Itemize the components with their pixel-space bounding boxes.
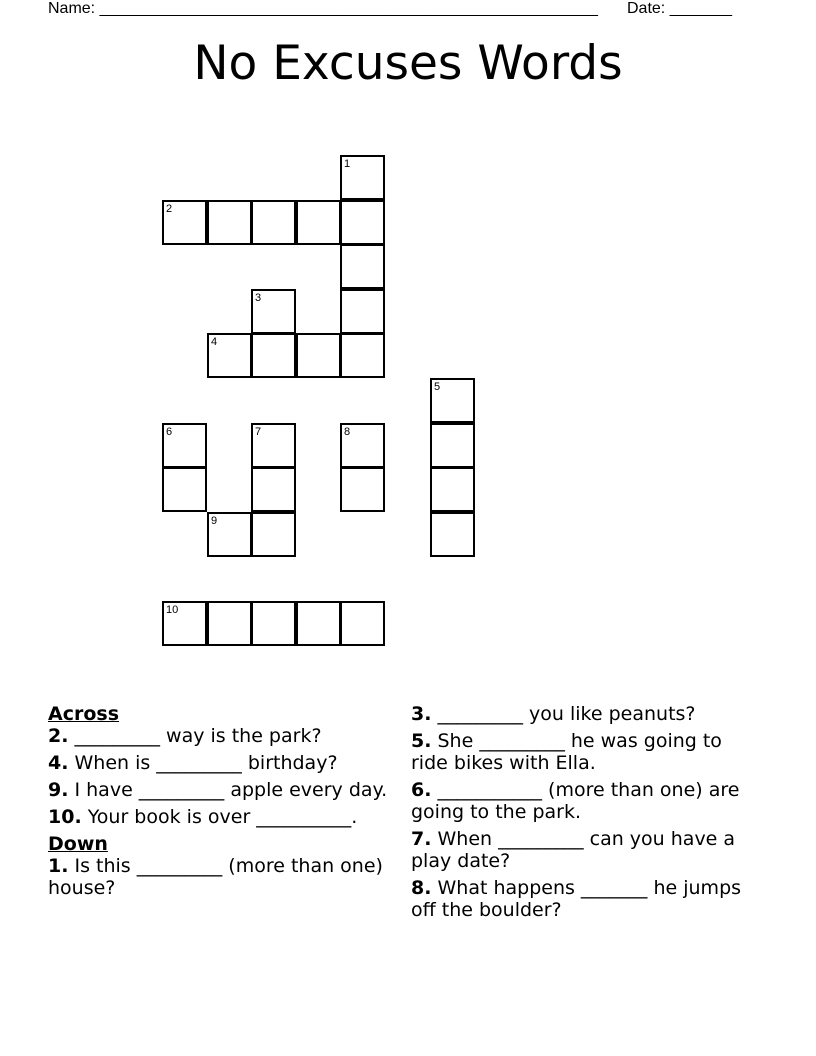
grid-cell[interactable] [430, 512, 475, 557]
clue-number: 7 [255, 426, 262, 438]
grid-cell[interactable] [162, 601, 207, 646]
grid-cell[interactable] [251, 423, 296, 468]
down-heading: Down [48, 833, 108, 855]
grid-cell[interactable] [251, 601, 296, 646]
grid-cell[interactable] [430, 378, 475, 423]
name-line: Name: ________________________________________________________ [48, 0, 598, 17]
clue-number: 5 [434, 381, 441, 393]
grid-cell[interactable] [251, 512, 296, 557]
clue-text: When _________ can you have a play date? [411, 828, 736, 872]
grid-cell[interactable] [251, 289, 296, 334]
clue-number: 4 [211, 336, 218, 348]
grid-cell[interactable] [162, 467, 207, 512]
grid-cell[interactable] [340, 467, 385, 512]
clue-number: 9 [211, 515, 218, 527]
clues-left-column [48, 703, 398, 904]
clue-number: 3 [255, 292, 262, 304]
clue-item [48, 725, 398, 747]
clue-number-label: 9. [48, 779, 69, 801]
grid-cell[interactable] [296, 333, 341, 378]
grid-cell[interactable] [207, 333, 252, 378]
grid-cell[interactable] [340, 601, 385, 646]
clue-item [48, 752, 398, 774]
across-heading: Across [48, 703, 120, 725]
clue-item [48, 779, 398, 801]
clue-item [411, 730, 756, 774]
clue-number-label: 6. [411, 779, 432, 801]
clue-text: What happens _______ he jumps off the boulder? [411, 877, 742, 921]
clue-number: 10 [166, 604, 179, 616]
clue-number: 6 [166, 426, 173, 438]
clue-number-label: 3. [411, 703, 432, 725]
clue-item [48, 806, 398, 828]
clue-number-label: 5. [411, 730, 432, 752]
across-clue-list [48, 725, 398, 828]
clue-item [411, 828, 756, 872]
grid-cell[interactable] [340, 200, 385, 245]
clue-item [411, 779, 756, 823]
clue-text: Your book is over __________. [81, 806, 358, 828]
clue-number: 1 [344, 158, 351, 170]
page-title: No Excuses Words [193, 36, 623, 91]
grid-cell[interactable] [207, 200, 252, 245]
clue-number: 2 [166, 203, 173, 215]
grid-cell[interactable] [340, 423, 385, 468]
down-clue-list-left [48, 855, 398, 899]
clue-text: _________ you like peanuts? [431, 703, 696, 725]
grid-cell[interactable] [340, 289, 385, 334]
grid-cell[interactable] [296, 200, 341, 245]
grid-cell[interactable] [162, 423, 207, 468]
clue-text: Is this _________ (more than one) house? [48, 855, 383, 899]
grid-cell[interactable] [251, 467, 296, 512]
grid-cell[interactable] [251, 200, 296, 245]
grid-cell[interactable] [207, 601, 252, 646]
clues-right-column [411, 703, 756, 926]
clue-number: 8 [344, 426, 351, 438]
clue-number-label: 10. [48, 806, 82, 828]
clue-text: I have _________ apple every day. [68, 779, 388, 801]
grid-cell[interactable] [340, 244, 385, 289]
grid-cell[interactable] [162, 200, 207, 245]
clue-item [48, 855, 398, 899]
grid-cell[interactable] [296, 601, 341, 646]
grid-cell[interactable] [340, 155, 385, 200]
clue-text: When is _________ birthday? [68, 752, 338, 774]
date-line: Date: _______ [627, 0, 732, 17]
down-clue-list-right [411, 703, 756, 921]
clue-number-label: 2. [48, 725, 69, 747]
clue-item [411, 703, 756, 725]
grid-cell[interactable] [430, 467, 475, 512]
grid-cell[interactable] [251, 333, 296, 378]
clue-text: ___________ (more than one) are going to the park. [411, 779, 740, 823]
clue-number-label: 4. [48, 752, 69, 774]
clue-text: _________ way is the park? [68, 725, 322, 747]
clue-number-label: 7. [411, 828, 432, 850]
clue-text: She _________ he was going to ride bikes with Ella. [411, 730, 722, 774]
clue-item [411, 877, 756, 921]
grid-cell[interactable] [207, 512, 252, 557]
clue-number-label: 1. [48, 855, 69, 877]
grid-cell[interactable] [430, 423, 475, 468]
grid-cell[interactable] [340, 333, 385, 378]
clue-number-label: 8. [411, 877, 432, 899]
